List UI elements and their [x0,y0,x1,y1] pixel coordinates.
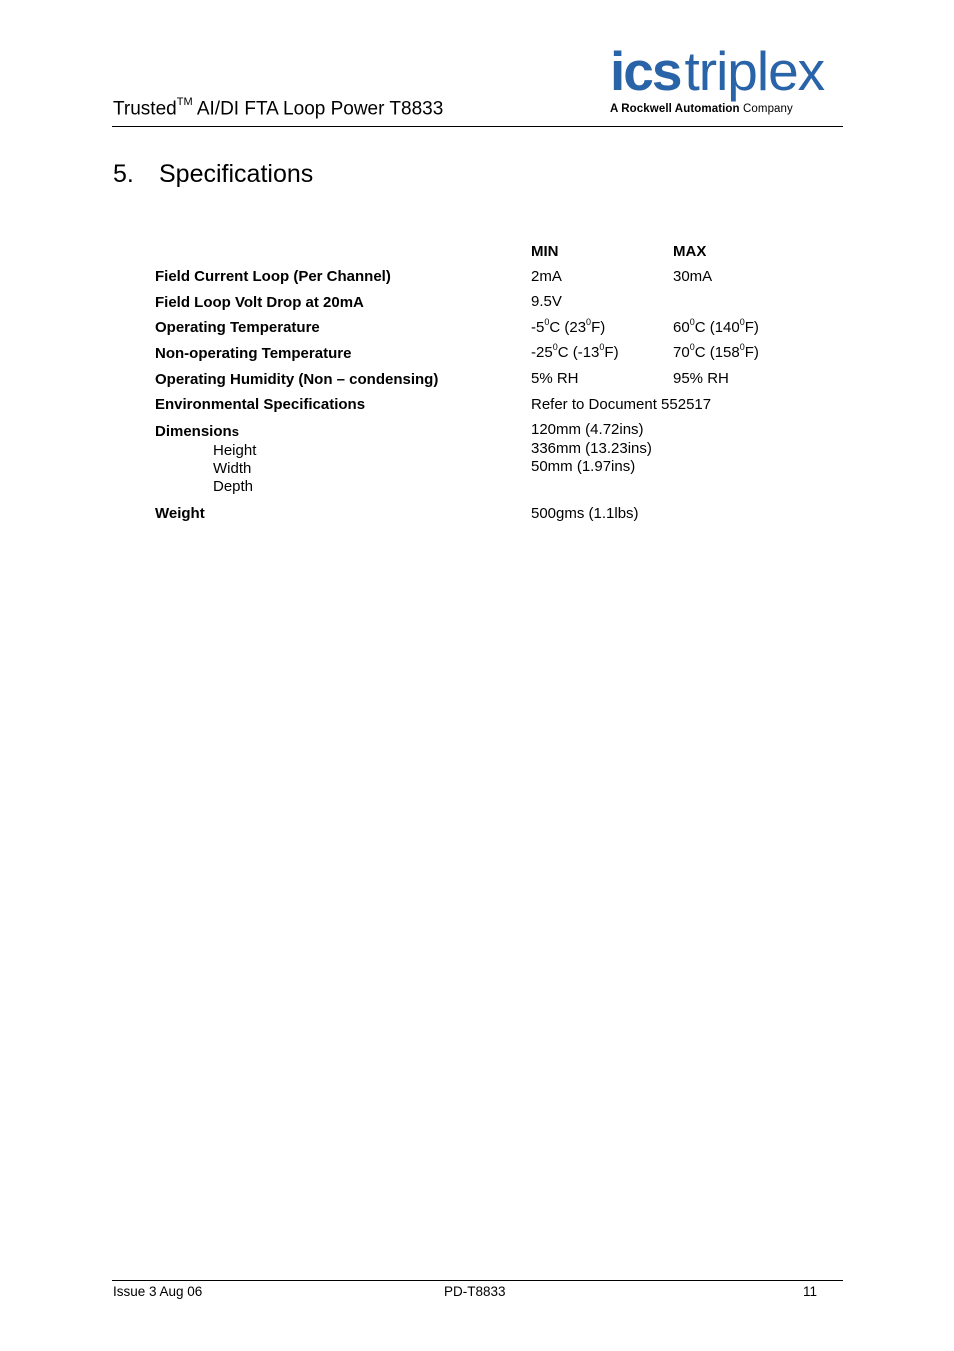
footer-issue: Issue 3 Aug 06 [113,1284,203,1299]
temp-max-celsius: 70 [673,344,690,361]
spec-value-environmental: Refer to Document 552517 [531,396,712,413]
header-title [113,98,443,120]
degree-superscript: 0 [739,342,745,352]
footer-page-number: 11 [803,1284,818,1299]
header-title-rest: AI/DI FTA Loop Power T8833 [192,98,444,120]
logo-tag-company: Company [739,103,793,115]
logo-tagline [610,103,842,115]
spec-label-operating-temperature: Operating Temperature [155,319,320,336]
ics-triplex-logo [610,40,842,115]
dimensions-depth-value: 50mm (1.97ins) [531,458,636,475]
spec-label-field-loop-volt-drop: Field Loop Volt Drop at 20mA [155,294,364,311]
dimensions-width-value: 336mm (13.23ins) [531,440,652,457]
dimensions-height-value: 120mm (4.72ins) [531,421,644,438]
spec-label-non-operating-temperature: Non-operating Temperature [155,345,352,362]
temp-min-unit: F) [604,344,619,361]
spec-max-operating-temperature [673,318,759,336]
degree-superscript: 0 [739,317,745,327]
section-title: Specifications [159,160,314,188]
dimensions-width-label: Width [213,460,252,477]
temp-max-unit: F) [744,344,759,361]
spec-min-operating-humidity: 5% RH [531,370,579,387]
logo-wordmark [610,40,842,102]
dimensions-label-s: s [231,424,239,439]
spec-max-field-current-loop: 30mA [673,268,713,285]
spec-label-environmental: Environmental Specifications [155,396,366,413]
temp-min-fahrenheit: C (23 [549,319,587,336]
temp-max-fahrenheit: C (158 [694,344,740,361]
logo-word-ics: ics [610,40,681,102]
degree-superscript: 0 [544,317,550,327]
temp-min-celsius: -25 [531,344,553,361]
column-header-max: MAX [673,243,707,260]
dimensions-depth-label: Depth [213,478,254,495]
logo-word-triplex: triplex [684,40,825,102]
temp-max-fahrenheit: C (140 [694,319,740,336]
column-header-min: MIN [531,243,559,260]
spec-max-non-operating-temperature [673,343,759,361]
spec-max-operating-humidity: 95% RH [673,370,729,387]
footer-document-id: PD-T8833 [444,1284,506,1299]
spec-label-operating-humidity: Operating Humidity (Non – condensing) [155,371,439,388]
dimensions-height-label: Height [213,442,257,459]
temp-max-celsius: 60 [673,319,690,336]
spec-value-weight: 500gms (1.1lbs) [531,505,639,522]
degree-superscript: 0 [689,342,695,352]
section-heading [113,160,313,189]
spec-label-field-current-loop: Field Current Loop (Per Channel) [155,268,391,285]
footer-divider [112,1280,843,1281]
degree-superscript: 0 [599,342,605,352]
logo-tag-bold: A Rockwell Automation [610,103,740,115]
spec-min-non-operating-temperature [531,343,619,361]
spec-min-field-loop-volt-drop: 9.5V [531,293,562,310]
degree-superscript: 0 [552,342,558,352]
temp-max-unit: F) [744,319,759,336]
temp-min-celsius: -5 [531,319,545,336]
spec-label-weight: Weight [155,505,205,522]
section-number: 5. [113,160,134,188]
spec-label-dimensions [155,423,239,440]
temp-min-fahrenheit: C (-13 [557,344,600,361]
trademark-superscript: TM [176,96,193,108]
degree-superscript: 0 [689,317,695,327]
spec-min-operating-temperature [531,318,605,336]
degree-superscript: 0 [586,317,592,327]
header-title-prefix: Trusted [113,98,177,120]
spec-min-field-current-loop: 2mA [531,268,562,285]
header-divider [112,126,843,127]
temp-min-unit: F) [591,319,606,336]
dimensions-label-main: Dimension [155,423,232,440]
